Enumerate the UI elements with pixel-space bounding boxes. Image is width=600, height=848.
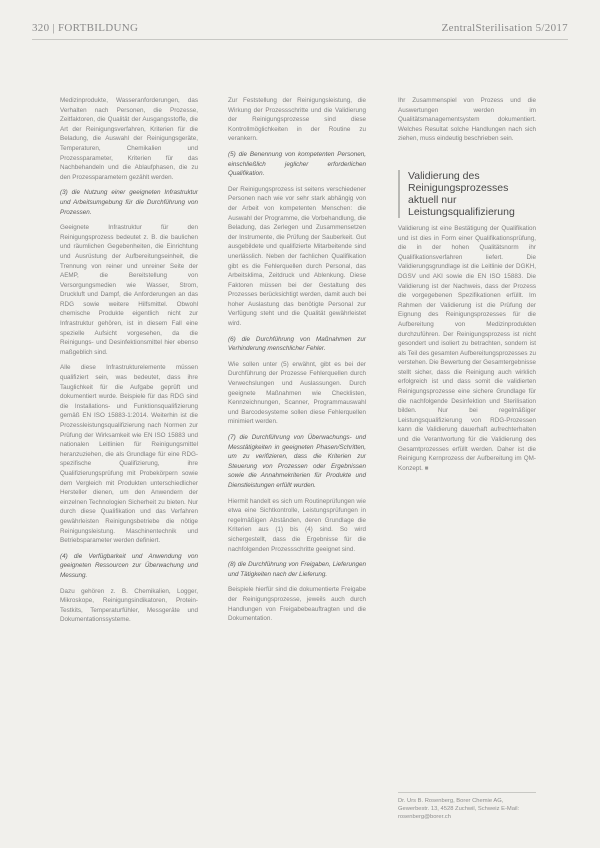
header-right: ZentralSterilisation 5/2017 xyxy=(441,22,568,34)
paragraph: Geeignete Infrastruktur für den Reinigungsprozess bedeutet z. B. die baulichen und räumlichen Gegebenheiten, die Einrichtung und Ausrüstung der Aufbereitungseinheit, die Trennung von reiner und unreiner Seite der AEMP, die Bereitstellung von Versorgungsmedien wie Wasser, Strom, Druckluft und Dampf, die Anforderungen an das RDG sowie weitere Hilfsmittel. Obwohl chemische Produkte eigentlich nicht zur Infrastruktur gehören, ist in diesem Fall eine spezielle Aufsicht vorgesehen, da die Reinigungs- und Desinfektionsmittel hier ebenso maßgeblich sind. xyxy=(60,224,198,356)
author-address: Dr. Urs B. Rosenberg, Borer Chemie AG, Gewerbestr. 13, 4528 Zuchwil, Schweiz E-Mail: rosenberg@borer.ch xyxy=(398,792,536,821)
subheading: (5) die Benennung von kompetenten Personen, einschließlich jeglicher erforderlichen Qualifikation. xyxy=(228,150,366,178)
paragraph: Wie sollen unter (5) erwähnt, gibt es bei der Durchführung der Prozesse Fehlerquellen durch Verwechslungen und Auslassungen. Durch geeignete Maßnahmen wie Checklisten, Kennzeichnungen, Scanner, Programmauswahl und Barcodesysteme sollen diese Fehlerquellen minimiert werden. xyxy=(228,360,366,426)
paragraph: Alle diese Infrastrukturelemente müssen qualifiziert sein, was bedeutet, dass ihre Tauglichkeit für die Aufgabe geprüft und dokumentiert wurde. Beispiele für das RDG sind die Installations- und Funktionsqualifizierung gemäß EN ISO 15883-1:2014. Weiterhin ist die Prozessleistungsqualifizierung nach Normen zur Prüfung der Wirksamkeit wie EN ISO 15883 und nationalen Leitlinien für Reinigungsmittel heranzuziehen, die als Grundlage für eine RDG-spezifische Qualifizierung, ihre Qualifizierungsprüfung mit Probekörpern sowie dem Vergleich mit Produkten unterschiedlicher Hersteller dienen, um den Anwendern der einzelnen Technologien Sicherheit zu bieten. Nur durch diese Qualifikation und das Verfahren gewährleisten Reinigungsbetriebe die nötige Reinigungsleistung. Maschinentechnik und Betriebsparameter werden definiert. xyxy=(60,364,198,545)
subheading: (6) die Durchführung von Maßnahmen zur Verhinderung menschlicher Fehler. xyxy=(228,335,366,353)
paragraph: Beispiele hierfür sind die dokumentierte Freigabe der Reinigungsprozesse, jeweils auch durch Handlungen von Freigabebeauftragten und die Dokumentation. xyxy=(228,586,366,623)
header-left: 320 | FORTBILDUNG xyxy=(32,22,139,34)
subheading: (3) die Nutzung einer geeigneten Infrastruktur und Arbeitsumgebung für die Durchführung von Prozessen. xyxy=(60,189,198,216)
paragraph: Hiermit handelt es sich um Routineprüfungen wie etwa eine Sichtkontrolle, Leistungsprüfungen in regelmäßigen Abständen, deren Grundlage die Kriterien aus (1) bis (4) sind. So wird sichergestellt, dass die Ergebnisse für die nachfolgenden Prozessschritte geeignet sind. xyxy=(228,497,366,553)
subheading: (4) die Verfügbarkeit und Anwendung von geeigneten Ressourcen zur Überwachung und Messung. xyxy=(60,552,198,579)
subheading: (8) die Durchführung von Freigaben, Lieferungen und Tätigkeiten nach der Lieferung. xyxy=(228,561,366,578)
paragraph: Zur Feststellung der Reinigungsleistung, die Wirkung der Prozessschritte und die Validierung der Reinigungsprozesse sind diese Kontrollmöglichkeiten in der Routine zu verankern. xyxy=(228,97,366,143)
section-title: Validierung des Reinigungsprozesses aktuell nur Leistungsqualifizierung xyxy=(398,170,536,218)
header-rule xyxy=(32,39,568,40)
column-2 xyxy=(228,96,366,630)
end-mark: ■ xyxy=(424,464,429,472)
paragraph: Medizinprodukte, Wasseranforderungen, das Verhalten nach Personen, die Prozesse, Zeitfaktoren, die Qualität der Ausgangsstoffe, die Art der Reinigungsverfahren, Kriterien für die Beladung, die Auswahl der Reinigungsgeräte, Temperaturen, Chemikalien und Prozessparameter, Kriterien für das Nachbehandeln und die Ablaufphasen, die zu den Prozessparametern gezählt werden. xyxy=(60,97,198,181)
paragraph xyxy=(398,224,536,473)
running-header xyxy=(32,22,568,38)
paragraph-text: Validierung ist eine Bestätigung der Qualifikation und ist dies in Form einer Qualifikationsprüfung, die in der hohen Qualitätsnorm ihr Qualifikationsverfahren liefert. Die Validierungsgrundlage ist die Leitlinie der DGKH, DGSV und AKI sowie die EN ISO 15883. Die Validierung ist der Nachweis, dass der Prozess die vorgegebenen Spezifikationen erfüllt. Im Rahmen der Validierung ist die Prüfung der Eignung des Reinigungsprozesses für die Aufbereitung von Medizinprodukten durchzuführen. Der Reinigungsprozess ist nicht gesondert und isoliert zu betrachten, sondern ist als Teil des gesamten Aufbereitungsprozesses zu verstehen. Die Bewertung der Gesamtergebnisse stellt sicher, dass die Reinigung auch wirklich erfolgreich ist und dass somit die validierten Reinigungsprozesse eine sichere Grundlage für die nachfolgende Desinfektion und Sterilisation bilden. Nur bei regelmäßiger Leistungsqualifizierung von RDG-Prozessen kann die Validierung dauerhaft aufrechterhalten und die Verantwortung für die Validierung des Gesamtprozesses erfüllt werden. Daher ist die Reinigung Kernprozess der Aufbereitung im QM-Konzept. xyxy=(398,224,536,472)
column-1 xyxy=(60,96,198,631)
column-3 xyxy=(398,96,536,479)
paragraph: Dazu gehören z. B. Chemikalien, Logger, Mikroskope, Reinigungsindikatoren, Protein-Testkits, Temperaturfühler, Messgeräte und Dokumentationssysteme. xyxy=(60,587,198,624)
paragraph: Der Reinigungsprozess ist seitens verschiedener Personen nach wie vor sehr stark abhängig von der Arbeit von kompetenten Menschen: die Auswahl der Programme, die Vorbehandlung, die Beladung, das Zerlegen und Zusammensetzen der Instrumente, die Prüfung der Sauberkeit. Gut ausgebildete und qualifizierte Mitarbeitende sind unerlässlich. Neben der fachlichen Qualifikation gibt es die Fehlerquellen durch Personal, das Arbeitsklima, Zeitdruck und Ablenkung. Diese Faktoren müssen bei der Gestaltung des Prozesses berücksichtigt werden, damit auch bei hoher Auslastung das benötigte Personal zur Verfügung steht und die Qualität gewährleistet wird. xyxy=(228,185,366,328)
subheading: (7) die Durchführung von Überwachungs- und Messtätigkeiten in geeigneten Phasen/Schritten, um zu verifizieren, dass die Kriterien zur Steuerung von Prozessen oder Ergebnissen sowie die Annahmekriterien für Produkte und Dienstleistungen erfüllt wurden. xyxy=(228,434,366,489)
paragraph: Ihr Zusammenspiel von Prozess und die Auswertungen werden im Qualitätsmanagementsystem dokumentiert. Welches Resultat solche Handlungen nach sich ziehen, muss eindeutig beschrieben sein. xyxy=(398,97,536,143)
